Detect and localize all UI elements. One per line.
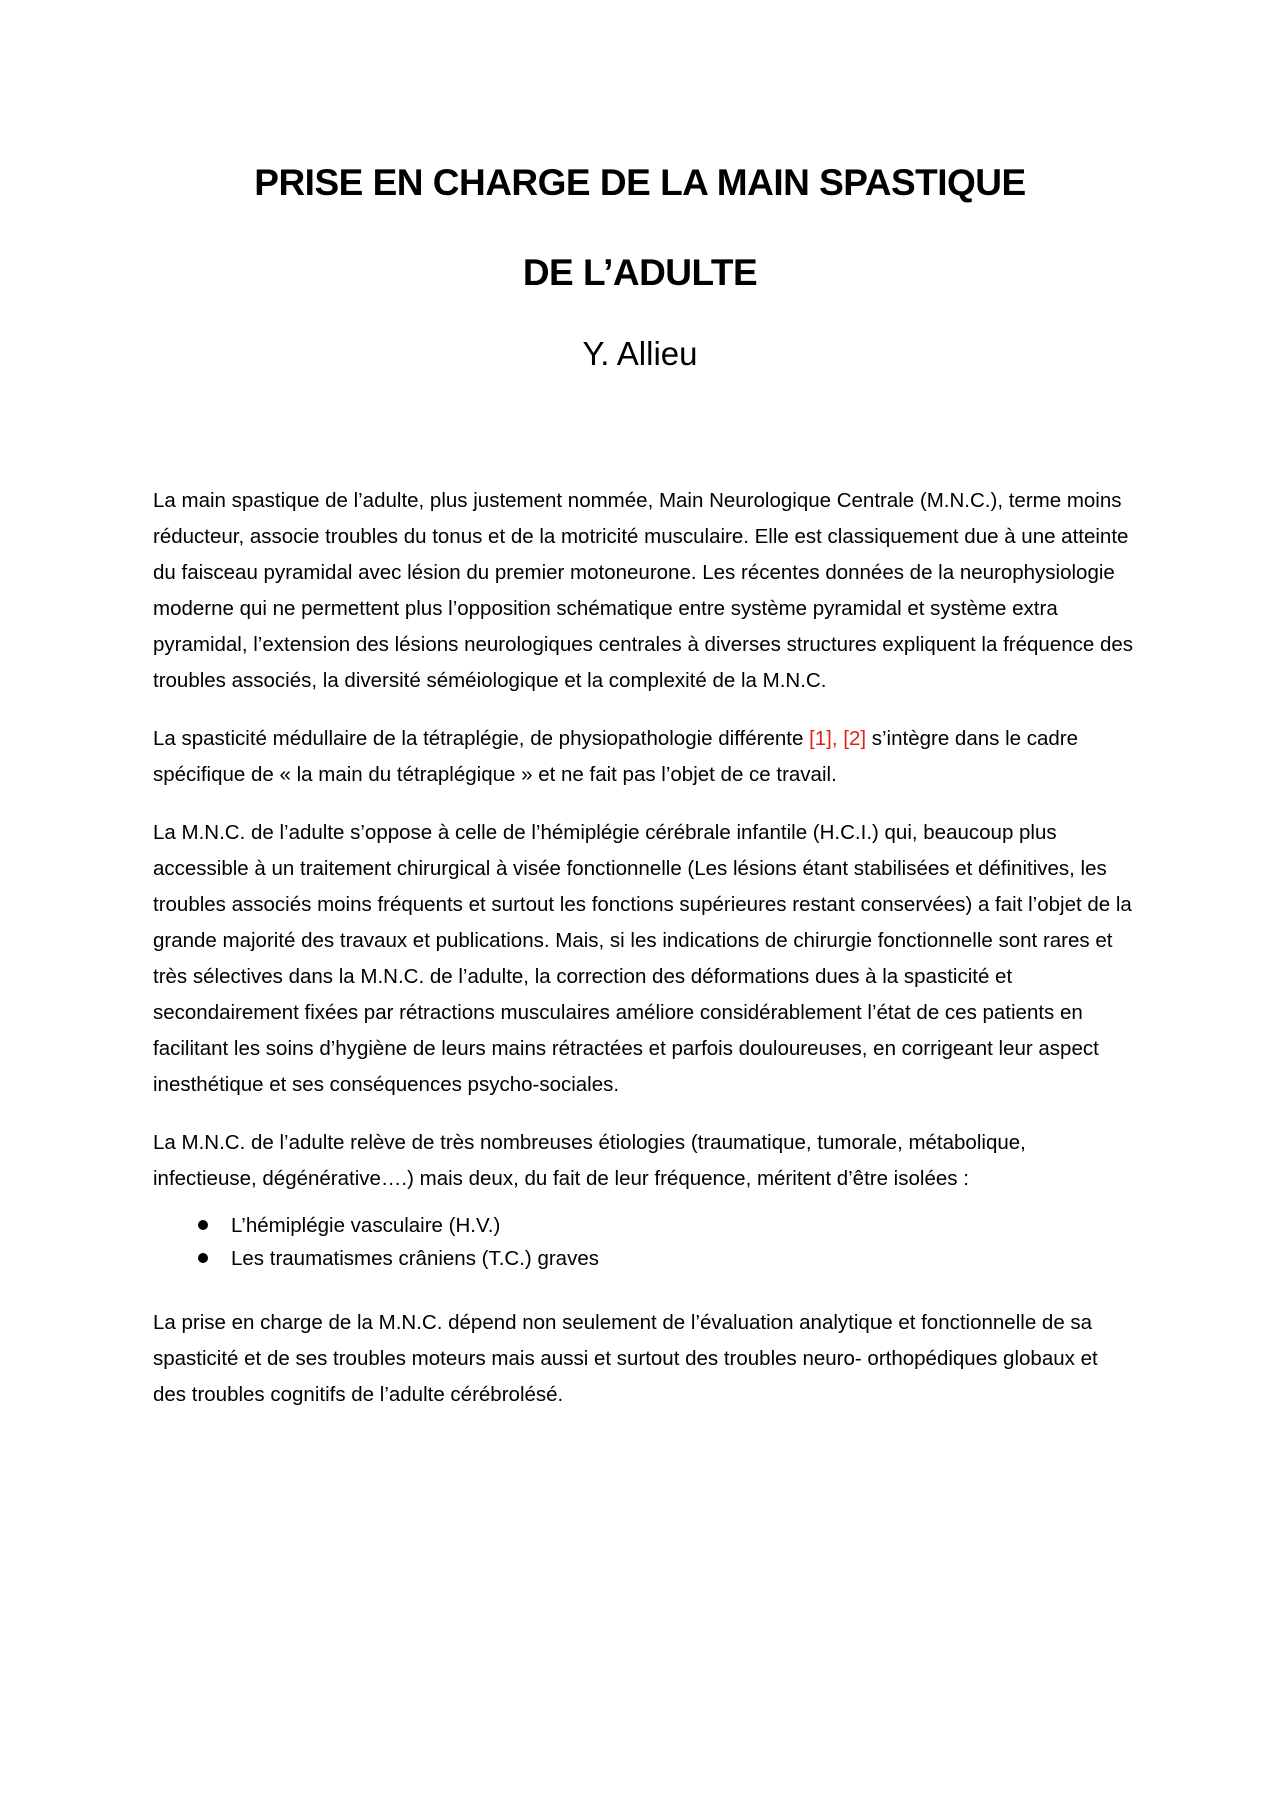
reference-link[interactable]: [1], [2] — [809, 727, 867, 750]
bullet-icon — [198, 1253, 208, 1263]
author-name: Y. Allieu — [582, 335, 698, 372]
paragraph-tetraplegia — [153, 721, 1133, 793]
list-item-text: L’hémiplégie vasculaire (H.V.) — [231, 1214, 501, 1237]
document-body — [153, 483, 1133, 1435]
list-item-text: Les traumatismes crâniens (T.C.) graves — [231, 1247, 599, 1270]
paragraph-introduction: La main spastique de l’adulte, plus justement nommée, Main Neurologique Centrale (M.N.C.), terme moins réducteur, associe troubles du tonus et de la motricité musculaire. Elle est classiquement due à une atteinte du faisceau pyramidal avec lésion du premier motoneurone. Les récentes données de la neurophysiologie moderne qui ne permettent plus l’opposition schématique entre système pyramidal et système extra pyramidal, l’extension des lésions neurologiques centrales à diverses structures expliquent la fréquence des troubles associés, la diversité séméiologique et la complexité de la M.N.C. — [153, 489, 1133, 692]
document-title-line-2: DE L’ADULTE — [522, 252, 758, 293]
document-title-line-1: PRISE EN CHARGE DE LA MAIN SPASTIQUE — [254, 162, 1026, 203]
paragraph-etiologies: La M.N.C. de l’adulte relève de très nombreuses étiologies (traumatique, tumorale, métabolique, infectieuse, dégénérative….) mais deux, du fait de leur fréquence, méritent d’être isolées : — [153, 1131, 1026, 1190]
paragraph-management: La prise en charge de la M.N.C. dépend non seulement de l’évaluation analytique et fonctionnelle de sa spasticité et de ses troubles moteurs mais aussi et surtout des troubles neuro- orthopédiques globaux et des troubles cognitifs de l’adulte cérébrolésé. — [153, 1311, 1098, 1406]
paragraph-hci-comparison: La M.N.C. de l’adulte s’oppose à celle de l’hémiplégie cérébrale infantile (H.C.I.) qui, beaucoup plus accessible à un traitement chirurgical à visée fonctionnelle (Les lésions étant stabilisées et définitives, les troubles associés moins fréquents et surtout les fonctions supérieures restant conservées) a fait l’objet de la grande majorité des travaux et publications. Mais, si les indications de chirurgie fonctionnelle sont rares et très sélectives dans la M.N.C. de l’adulte, la correction des déformations dues à la spasticité et secondairement fixées par rétractions musculaires améliore considérablement l’état de ces patients en facilitant les soins d’hygiène de leurs mains rétractées et parfois douloureuses, en corrigeant leur aspect inesthétique et ses conséquences psycho-sociales. — [153, 821, 1132, 1096]
paragraph-tetraplegia-text-after: s’intègre dans le cadre spécifique de « la main du tétraplégique » et ne fait pas l’objet de ce travail. — [153, 727, 1079, 786]
etiology-list — [153, 1209, 1133, 1275]
list-item — [153, 1242, 1133, 1275]
bullet-icon — [198, 1220, 208, 1230]
list-item — [153, 1209, 1133, 1242]
paragraph-tetraplegia-text-before: La spasticité médullaire de la tétraplégie, de physiopathologie différente — [153, 727, 810, 750]
